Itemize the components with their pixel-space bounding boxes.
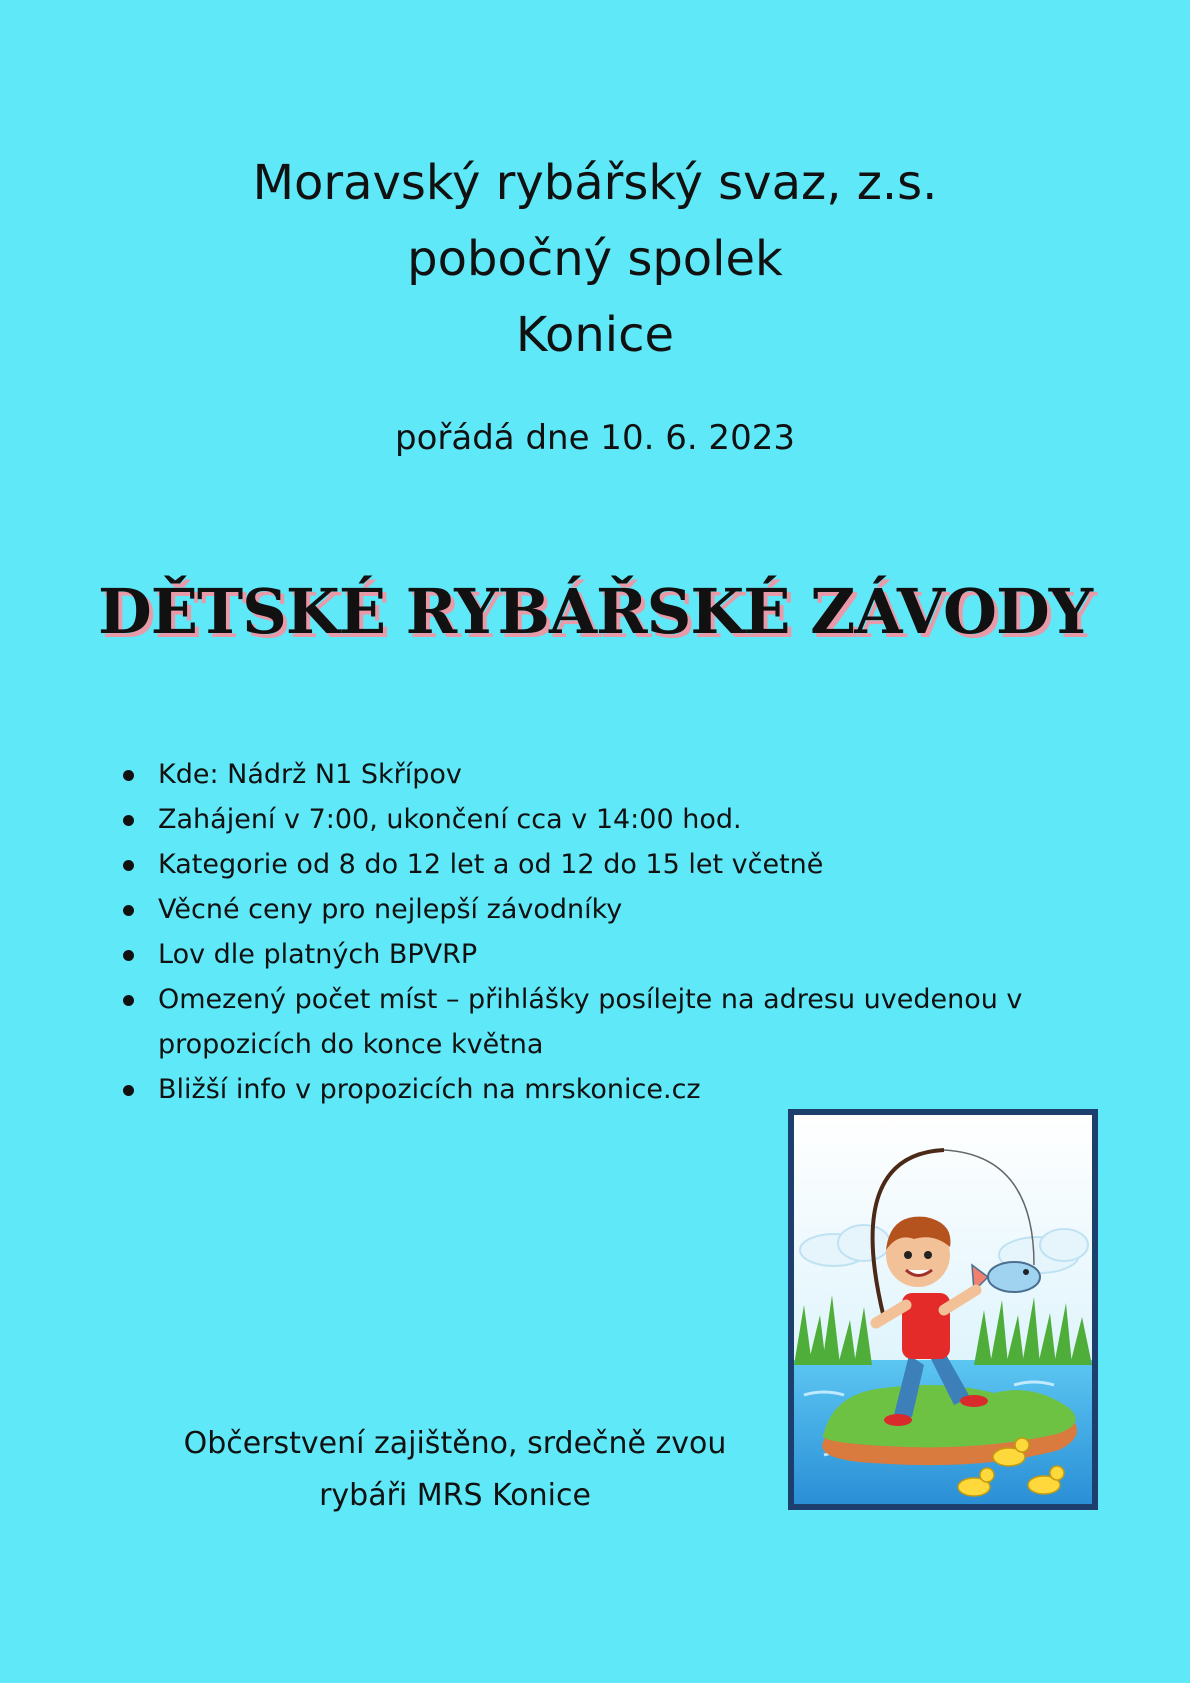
bullet-icon [123, 995, 134, 1006]
footer-note [145, 1418, 765, 1522]
bullet-icon [123, 860, 134, 871]
list-item: Lov dle platných BPVRP [120, 932, 1080, 977]
footer-line: Občerstvení zajištěno, srdečně zvou [183, 1426, 727, 1461]
bullet-icon [123, 1085, 134, 1096]
organizer-town: Konice [515, 307, 675, 363]
list-item: Omezený počet míst – přihlášky posílejte na adresu uvedenou v propozicích do konce května [120, 977, 1080, 1067]
footer-line: rybáři MRS Konice [319, 1478, 591, 1513]
boy-fishing-image [794, 1115, 1092, 1504]
list-item: Věcné ceny pro nejlepší závodníky [120, 887, 1080, 932]
list-item: Bližší info v propozicích na mrskonice.cz [120, 1067, 1080, 1112]
list-item: Kde: Nádrž N1 Skřípov [120, 752, 1080, 797]
organizer-branch: pobočný spolek [407, 231, 783, 287]
list-item: Zahájení v 7:00, ukončení cca v 14:00 hod. [120, 797, 1080, 842]
info-list [120, 752, 1080, 1112]
event-date: pořádá dne 10. 6. 2023 [395, 418, 795, 458]
bullet-icon [123, 950, 134, 961]
organizer-heading [0, 145, 1190, 373]
organizer-name: Moravský rybářský svaz, z.s. [252, 155, 938, 211]
event-title: DĚTSKÉ RYBÁŘSKÉ ZÁVODY [98, 575, 1092, 648]
boy-fishing-illustration [788, 1109, 1098, 1510]
bullet-icon [123, 770, 134, 781]
list-item: Kategorie od 8 do 12 let a od 12 do 15 let včetně [120, 842, 1080, 887]
bullet-icon [123, 905, 134, 916]
bullet-icon [123, 815, 134, 826]
